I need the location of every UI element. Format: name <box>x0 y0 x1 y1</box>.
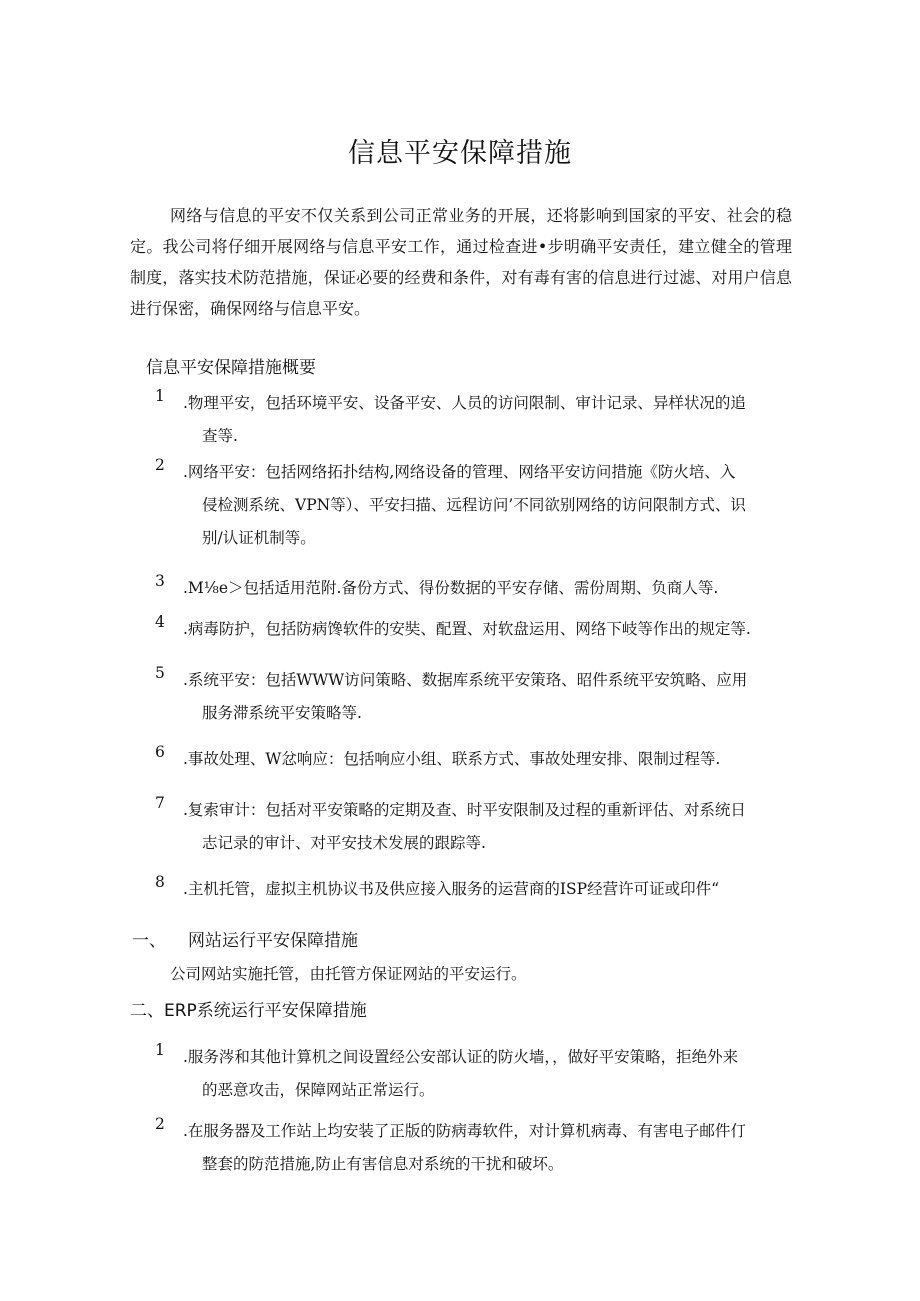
intro-paragraph: 网络与信息的平安不仅关系到公司正常业务的开展，还将影响到国家的平安、社会的稳定。我公司将仔细开展网络与信息平安工作，通过检查进•步明确平安责任，建立健全的管理制度，落实技术防范措施，保证必要的经费和条件，对有毒有害的信息进行过滤、对用户信息进行保密，确保网络与信息平安。 <box>130 206 792 318</box>
section1-number: 一、 <box>132 931 166 951</box>
item-text-line: 查等. <box>202 427 238 445</box>
overview-item-6 <box>155 743 795 776</box>
page-title: 信息平安保障措施 <box>348 138 572 169</box>
item-text-line: .系统平安：包括WWW访问策略、数据库系统平安策珞、昭件系统平安筑略、应用 <box>183 671 748 689</box>
item-text-line: .网络平安：包括网络拓扑结构,网络设备的管理、网络平安访问措施《防火培、入 <box>183 463 736 481</box>
overview-item-8 <box>155 873 795 906</box>
overview-item-5 <box>155 664 795 730</box>
item-text-line: .服务涔和其他计算机之间设置经公安部认证的防火墙，，做好平安策略，拒绝外来 <box>183 1048 739 1066</box>
item-text-line: .M⅛e＞包括适用范附.备份方式、得份数据的平安存储、需份周期、负商人等. <box>183 579 719 597</box>
item-text-line: .主机托管，虚拟主机协议书及供应接入服务的运营商的ISP经营许可证或印件“ <box>183 880 720 898</box>
item-text-line: 别/认证机制等。 <box>202 529 316 547</box>
item-number: 5 <box>155 664 165 682</box>
item-number: 1 <box>155 1041 165 1059</box>
item-text-line: 整套的防范措施,防止有害信息对系统的干扰和破坏。 <box>202 1155 564 1173</box>
section2-item-1 <box>155 1041 795 1107</box>
section1-paragraph: 公司网站实施托管，由托管方保证网站的平安运行。 <box>170 965 527 983</box>
item-number: 6 <box>155 743 165 761</box>
section2-item-2 <box>155 1115 795 1181</box>
section2-heading: 二、ERP系统运行平安保障措施 <box>130 1001 367 1021</box>
item-number: 8 <box>155 873 165 891</box>
item-text-line: .复索审计：包括对平安策略的定期及查、时平安限制及过程的重新评估、对系统日 <box>183 801 746 819</box>
overview-item-4 <box>155 613 795 646</box>
overview-item-7 <box>155 794 795 860</box>
item-text-line: .病毒防护，包括防病馋软件的安奘、配置、对软盘运用、网络下岐等作出的规定等. <box>183 620 751 638</box>
item-number: 1 <box>155 387 165 405</box>
item-text-line: .事故处理、W忿响应：包括响应小组、联系方式、事故处理安排、限制过程等. <box>183 750 721 768</box>
item-text-line: .在服务器及工作站上均安装了正版的防病毒软件，对计算机病毒、有害电子邮件仃 <box>183 1122 746 1140</box>
overview-item-2 <box>155 456 795 555</box>
item-number: 4 <box>155 613 165 631</box>
item-text-line: 侵检测系统、VPN等）、平安扫描、远程访问’不同欲别网络的访问限制方式、识 <box>202 496 746 514</box>
item-number: 2 <box>155 456 165 474</box>
item-number: 3 <box>155 572 165 590</box>
item-text-line: 志记录的审计、对平安技术发展的跟踪等. <box>202 834 486 852</box>
item-number: 2 <box>155 1115 165 1133</box>
item-text-line: 的恶意攻击，保障网站正常运行。 <box>202 1081 435 1099</box>
section1-heading: 网站运行平安保障措施 <box>188 931 358 951</box>
overview-item-1 <box>155 387 795 453</box>
item-text-line: .物理平安，包括环境平安、设备平安、人员的访问限制、审计记录、异样状况的追 <box>183 394 746 412</box>
overview-heading: 信息平安保障措施概要 <box>146 358 316 378</box>
overview-item-3 <box>155 572 795 605</box>
item-text-line: 服务滞系统平安策略等. <box>202 704 362 722</box>
item-number: 7 <box>155 794 165 812</box>
